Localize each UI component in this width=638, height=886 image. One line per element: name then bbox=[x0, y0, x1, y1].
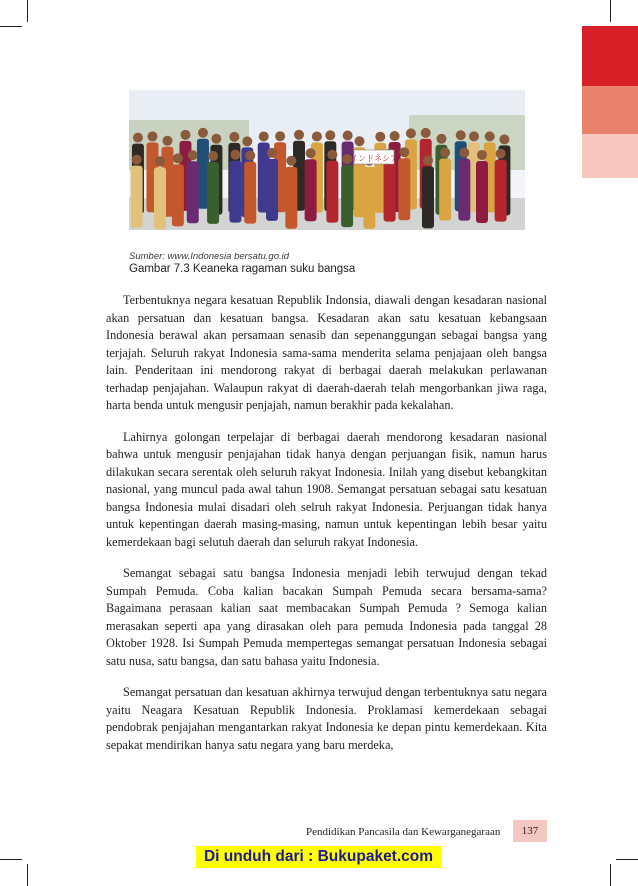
person-head bbox=[155, 156, 165, 166]
crop-mark bbox=[610, 0, 611, 22]
person-figure bbox=[384, 160, 396, 222]
person-head bbox=[306, 148, 316, 158]
person-head bbox=[375, 132, 385, 142]
banner-sign-text: インドネシア bbox=[350, 154, 398, 163]
person-head bbox=[440, 148, 450, 158]
person-head bbox=[230, 150, 240, 160]
person-head bbox=[211, 134, 221, 144]
person-head bbox=[286, 156, 296, 166]
person-head bbox=[198, 128, 208, 138]
crop-mark bbox=[27, 0, 28, 22]
person-figure bbox=[229, 161, 241, 223]
chapter-tab-mid bbox=[582, 86, 638, 134]
person-figure bbox=[305, 159, 317, 221]
person-figure bbox=[341, 165, 353, 227]
person-head bbox=[242, 136, 252, 146]
person-figure bbox=[476, 161, 488, 223]
person-head bbox=[188, 150, 198, 160]
person-figure bbox=[398, 158, 410, 220]
person-head bbox=[259, 131, 269, 141]
body-text bbox=[106, 292, 547, 768]
paragraph-1: Terbentuknya negara kesatuan Republik Indonsia, diawali dengan kesadaran nasional akan persatuan dan kesatuan bangsa. Kesadaran akan satu kesatuan kebangsaan Indonesia berawal akan persamaan senasib dan sepenanggungan sebagai bangsa yang terjajah. Seluruh rakyat Indonesia sama-sama menderita selama penjajaan oleh bangsa lain. Penderitaan ini mendorong rakyat di berbagai daerah melakukan perlawanan terhadap penjajahan. Walaupun rakyat di daerah-daerah telah mengorbankan jiwa raga, harta benda untuk mengusir penjajah, namun berakhir pada kekalahan. bbox=[106, 293, 547, 412]
person-figure bbox=[207, 162, 219, 224]
person-figure bbox=[285, 167, 297, 229]
person-head bbox=[423, 155, 433, 165]
person-figure bbox=[458, 159, 470, 221]
person-head bbox=[499, 134, 509, 144]
person-head bbox=[133, 133, 143, 143]
person-figure bbox=[154, 167, 166, 229]
person-head bbox=[436, 134, 446, 144]
crop-mark bbox=[616, 859, 638, 860]
paragraph-3: Semangat sebagai satu bangsa Indonesia menjadi lebih terwujud dengan tekad Sumpah Pemuda. Coba kalian bacakan Sumpah Pemuda secara bersama-sama? Bagaimana perasaan kalian saat membacakan Sumpah Pemuda ? Semoga kalian merasakan seperti apa yang dirasakan oleh para pemuda Indonesia pada tanggal 28 Oktober 1928. Isi Sumpah Pemuda mempertegas semangat persatuan Indonesia sebagai satu nusa, satu bangsa, dan satu bahasa yaitu Indonesia. bbox=[106, 566, 547, 668]
person-head bbox=[399, 147, 409, 157]
chapter-tab-dark bbox=[582, 26, 638, 86]
person-head bbox=[406, 128, 416, 138]
person-figure bbox=[244, 162, 256, 224]
figure-source: Sumber: www.Indonesia bersatu.go.id bbox=[129, 251, 290, 262]
person-head bbox=[496, 149, 506, 159]
person-figure bbox=[363, 167, 375, 229]
person-figure bbox=[326, 161, 338, 223]
person-head bbox=[208, 151, 218, 161]
person-head bbox=[275, 131, 285, 141]
person-head bbox=[327, 150, 337, 160]
person-figure bbox=[439, 159, 451, 221]
person-figure bbox=[187, 161, 199, 223]
person-head bbox=[421, 128, 431, 138]
person-head bbox=[147, 131, 157, 141]
paragraph-2: Lahirnya golongan terpelajar di berbagai daerah mendorong kesadaran nasional bahwa untuk mengusir penjajahan tidak hanya dengan perjuangan fisik, namun harus dilakukan secara serentak oleh seluruh rakyat Indonesia. Inilah yang disebut kebangkitan nasional, yang muncul pada awal tahun 1908. Semangat persatuan sebagai satu kesatuan bangsa Indonesia mulai disadari oleh selruh rakyat Indonesia. Perjuangan tidak hanya untuk kepentingan daerah masing-masing, namun untuk kepentingan lebih besar yaitu kemerdekaan bagi selutuh daerah dan seluruh rakyat Indonesia. bbox=[106, 429, 547, 549]
figure-caption: Gambar 7.3 Keaneka ragaman suku bangsa bbox=[129, 263, 356, 275]
footer-book-title: Pendidikan Pancasila dan Kewarganegaraan bbox=[306, 826, 501, 838]
person-head bbox=[180, 130, 190, 140]
person-figure bbox=[131, 166, 143, 228]
person-figure bbox=[172, 164, 184, 226]
person-head bbox=[354, 136, 364, 146]
person-head bbox=[229, 132, 239, 142]
person-head bbox=[390, 131, 400, 141]
person-head bbox=[267, 148, 277, 158]
person-figure bbox=[422, 166, 434, 228]
person-head bbox=[132, 155, 142, 165]
person-figure bbox=[495, 160, 507, 222]
person-head bbox=[477, 150, 487, 160]
chapter-tab-light bbox=[582, 134, 638, 178]
person-head bbox=[485, 131, 495, 141]
person-head bbox=[173, 153, 183, 163]
person-head bbox=[456, 130, 466, 140]
person-head bbox=[469, 131, 479, 141]
download-banner[interactable]: Di unduh dari : Bukupaket.com bbox=[196, 846, 441, 868]
person-head bbox=[294, 130, 304, 140]
person-head bbox=[325, 130, 335, 140]
paragraph-4: Semangat persatuan dan kesatuan akhirnya terwujud dengan terbentuknya satu negara yaitu Neagara Kesatuan Republik Indonesia. Proklamasi kemerdekaan sebagai pendobrak penjajahan mengantarkan rakyat Indonesia ke depan pintu kemerdekaan. Kita sepakat mendirikan hanya satu negara yang baru merdeka, bbox=[106, 685, 547, 752]
crop-mark bbox=[27, 864, 28, 886]
person-head bbox=[312, 131, 322, 141]
person-head bbox=[459, 148, 469, 158]
crop-mark bbox=[610, 864, 611, 886]
crop-mark bbox=[0, 26, 22, 27]
person-figure bbox=[266, 159, 278, 221]
person-head bbox=[245, 151, 255, 161]
page-number: 137 bbox=[521, 825, 539, 837]
person-head bbox=[343, 131, 353, 141]
figure-photo bbox=[129, 90, 525, 230]
crop-mark bbox=[0, 859, 22, 860]
person-head bbox=[162, 136, 172, 146]
